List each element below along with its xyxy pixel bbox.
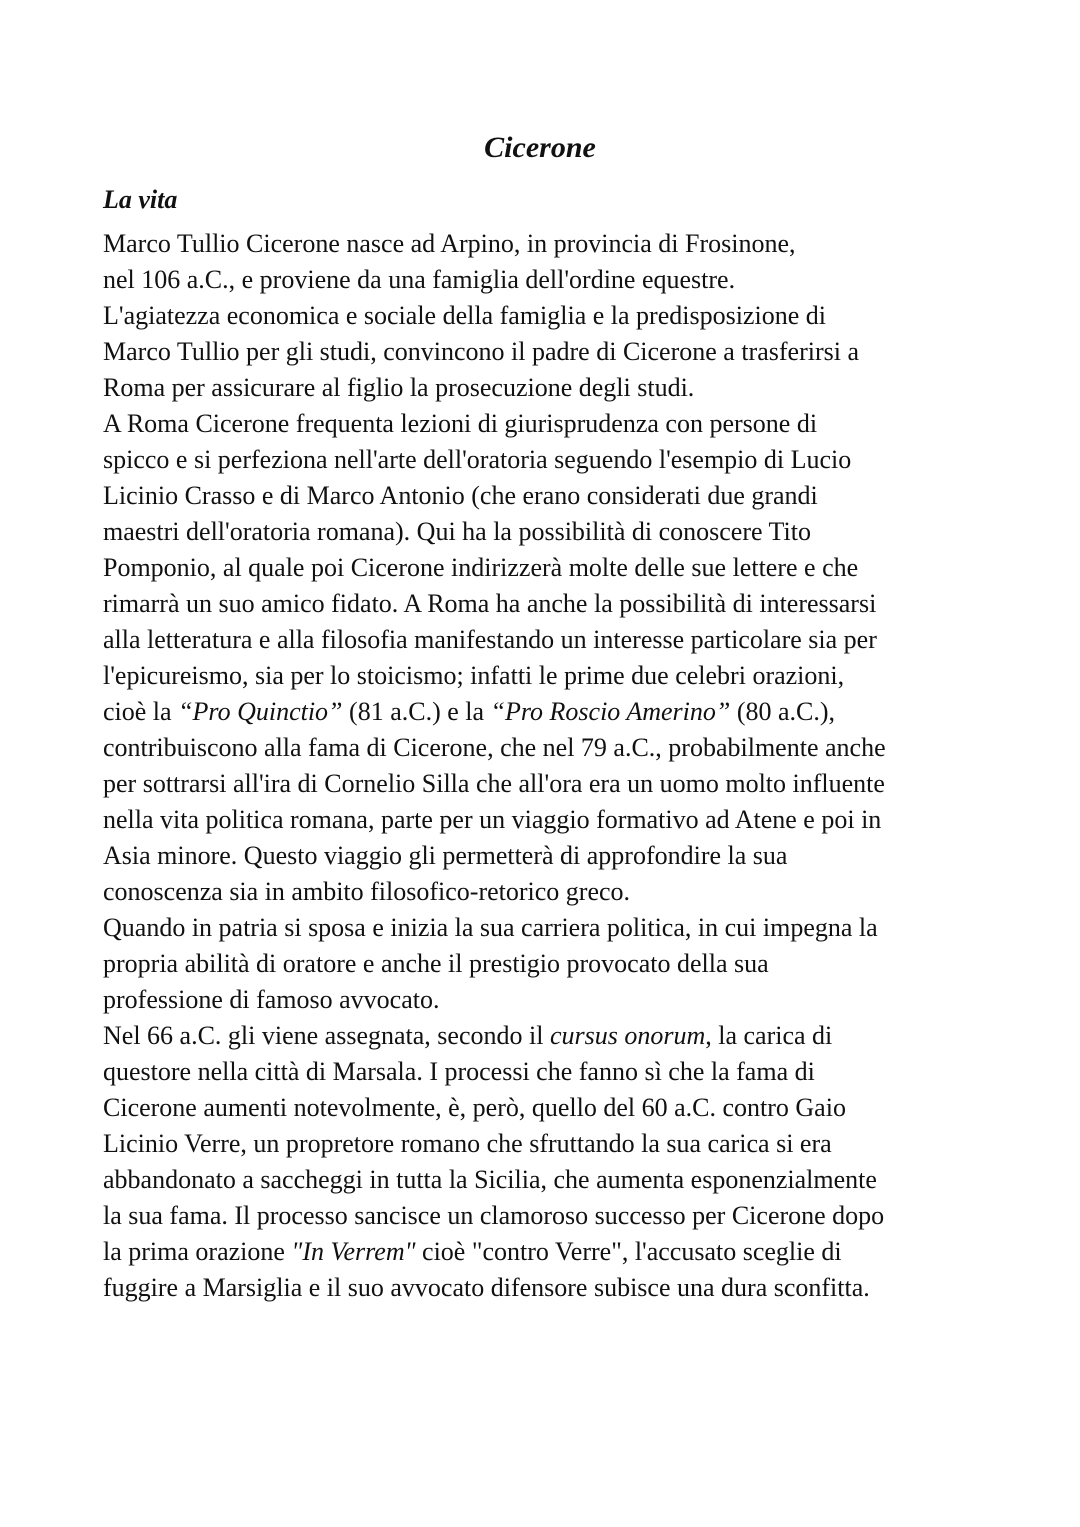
text-segment: nella vita politica romana, parte per un viaggio formativo ad Atene e poi in [103, 805, 882, 834]
text-line [103, 442, 1003, 478]
text-segment: conoscenza sia in ambito filosofico-retorico greco. [103, 877, 631, 906]
text-segment: fuggire a Marsiglia e il suo avvocato difensore subisce una dura sconfitta. [103, 1273, 870, 1302]
text-segment: propria abilità di oratore e anche il prestigio provocato della sua [103, 949, 769, 978]
italic-title-text: cursus onorum [549, 1021, 706, 1050]
text-segment: la prima orazione [103, 1237, 292, 1266]
text-line [103, 622, 1003, 658]
text-line [103, 658, 1003, 694]
text-segment: spicco e si perfeziona nell'arte dell'oratoria seguendo l'esempio di Lucio [103, 445, 852, 474]
text-line [103, 298, 1003, 334]
text-line [103, 1054, 1003, 1090]
text-line [103, 946, 1003, 982]
text-segment: Nel 66 a.C. gli viene assegnata, secondo il [103, 1021, 550, 1050]
text-line [103, 874, 1003, 910]
text-segment: nel 106 a.C., e proviene da una famiglia dell'ordine equestre. [103, 265, 736, 294]
italic-title-text: "In Verrem" [291, 1237, 416, 1266]
text-line [103, 910, 1003, 946]
text-segment: Quando in patria si sposa e inizia la sua carriera politica, in cui impegna la [103, 913, 878, 942]
body-text [103, 226, 1003, 1306]
text-segment: abbandonato a saccheggi in tutta la Sicilia, che aumenta esponenzialmente [103, 1165, 877, 1194]
text-segment: Pomponio, al quale poi Cicerone indirizzerà molte delle sue lettere e che [103, 553, 859, 582]
text-line [103, 370, 1003, 406]
text-line [103, 1162, 1003, 1198]
text-line [103, 730, 1003, 766]
text-line [103, 334, 1003, 370]
text-line [103, 478, 1003, 514]
text-line [103, 982, 1003, 1018]
text-segment: rimarrà un suo amico fidato. A Roma ha anche la possibilità di interessarsi [103, 589, 877, 618]
text-line [103, 838, 1003, 874]
text-line [103, 1090, 1003, 1126]
text-line [103, 550, 1003, 586]
text-segment: L'agiatezza economica e sociale della famiglia e la predisposizione di [103, 301, 826, 330]
text-segment: Licinio Crasso e di Marco Antonio (che erano considerati due grandi [103, 481, 818, 510]
text-segment: A Roma Cicerone frequenta lezioni di giurisprudenza con persone di [103, 409, 818, 438]
text-segment: questore nella città di Marsala. I processi che fanno sì che la fama di [103, 1057, 815, 1086]
text-segment: Licinio Verre, un propretore romano che sfruttando la sua carica si era [103, 1129, 832, 1158]
text-line [103, 514, 1003, 550]
text-segment: la sua fama. Il processo sancisce un clamoroso successo per Cicerone dopo [103, 1201, 885, 1230]
text-segment: contribuiscono alla fama di Cicerone, che nel 79 a.C., probabilmente anche [103, 733, 886, 762]
text-line [103, 766, 1003, 802]
text-line [103, 802, 1003, 838]
text-line [103, 1018, 1003, 1054]
text-line [103, 694, 1003, 730]
text-line [103, 586, 1003, 622]
text-line [103, 1270, 1003, 1306]
text-line [103, 226, 1003, 262]
text-line [103, 406, 1003, 442]
text-segment: cioè "contro Verre", l'accusato sceglie di [415, 1237, 842, 1266]
text-segment: Marco Tullio per gli studi, convincono il padre di Cicerone a trasferirsi a [103, 337, 859, 366]
text-segment: maestri dell'oratoria romana). Qui ha la possibilità di conoscere Tito [103, 517, 811, 546]
text-line [103, 1198, 1003, 1234]
document-title: Cicerone [484, 131, 596, 164]
italic-title-text: “Pro Quinctio” [178, 697, 343, 726]
text-segment: Marco Tullio Cicerone nasce ad Arpino, in provincia di Frosinone, [103, 229, 796, 258]
italic-title-text: “Pro Roscio Amerino” [490, 697, 731, 726]
text-segment: (80 a.C.), [730, 697, 836, 726]
text-segment: Asia minore. Questo viaggio gli permetterà di approfondire la sua [103, 841, 788, 870]
text-segment: cioè la [103, 697, 179, 726]
text-line [103, 262, 1003, 298]
text-segment: , la carica di [705, 1021, 833, 1050]
section-heading: La vita [103, 185, 178, 214]
text-line [103, 1126, 1003, 1162]
text-segment: Roma per assicurare al figlio la prosecuzione degli studi. [103, 373, 695, 402]
text-segment: per sottrarsi all'ira di Cornelio Silla che all'ora era un uomo molto influente [103, 769, 885, 798]
text-segment: professione di famoso avvocato. [103, 985, 440, 1014]
text-segment: alla letteratura e alla filosofia manifestando un interesse particolare sia per [103, 625, 877, 654]
text-segment: l'epicureismo, sia per lo stoicismo; infatti le prime due celebri orazioni, [103, 661, 845, 690]
text-segment: Cicerone aumenti notevolmente, è, però, quello del 60 a.C. contro Gaio [103, 1093, 846, 1122]
text-line [103, 1234, 1003, 1270]
text-segment: (81 a.C.) e la [342, 697, 491, 726]
